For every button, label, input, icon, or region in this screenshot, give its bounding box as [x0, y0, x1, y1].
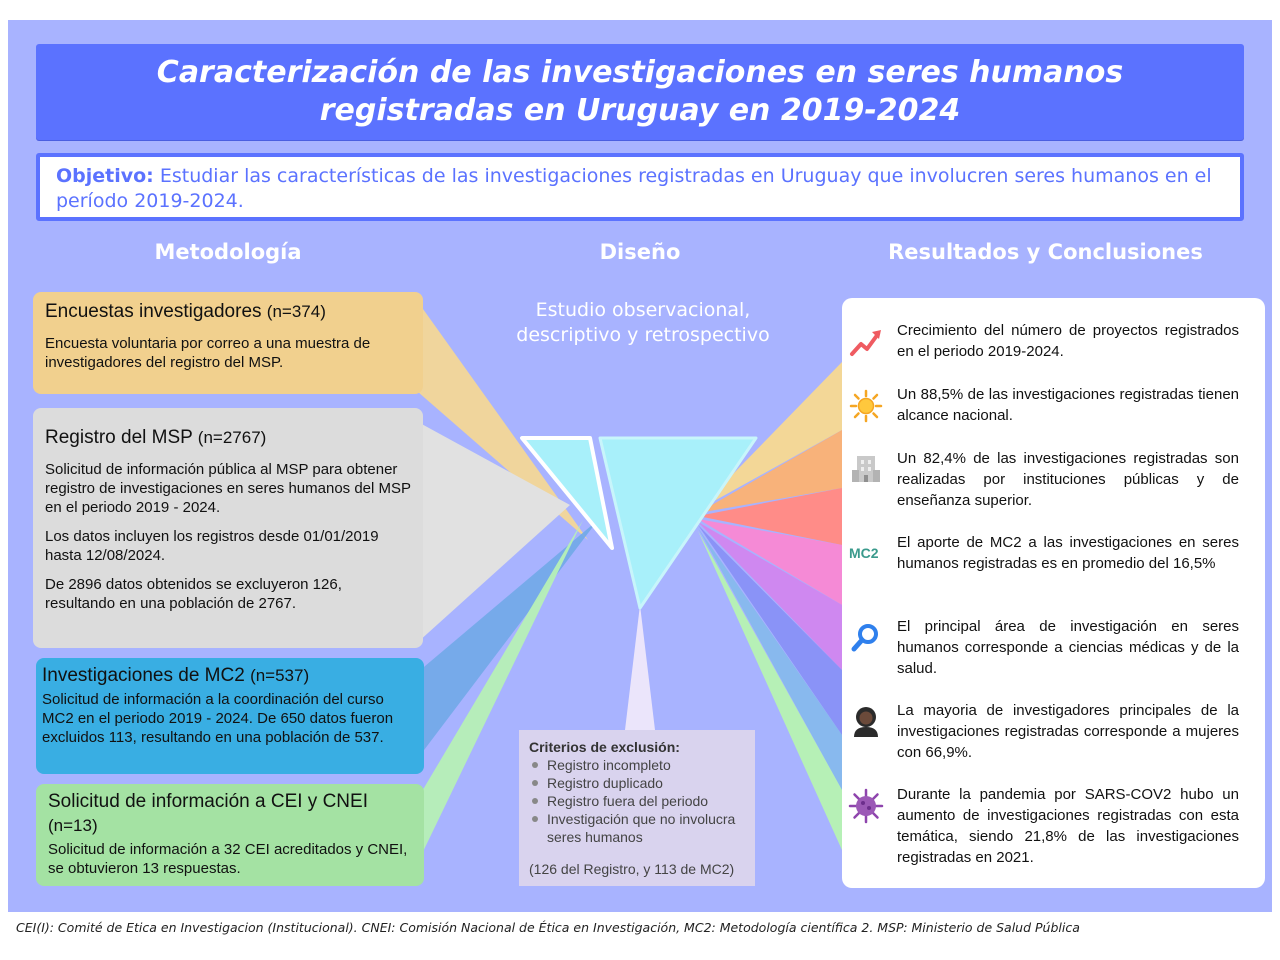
page-title	[36, 44, 1244, 140]
card-survey	[33, 292, 423, 394]
building-icon	[848, 450, 884, 486]
objective-box	[36, 153, 1244, 221]
exclusion-box	[519, 730, 755, 886]
card-survey-n: (n=374)	[266, 302, 326, 321]
card-mc2	[36, 658, 424, 774]
card-mc2-text: Solicitud de información a la coordinación del curso MC2 en el periodo 2019 - 2024. De 650 datos fueron excluidos 113, resultando en una población de 537.	[42, 691, 394, 746]
result-text: Un 88,5% de las investigaciones registradas tienen alcance nacional.	[897, 386, 1239, 424]
beam-down	[625, 605, 655, 730]
card-registry-title-text: Registro del MSP	[45, 427, 193, 448]
exclusion-item: Registro duplicado	[529, 774, 745, 792]
title-line-1: Caracterización de las investigaciones en seres humanos	[156, 55, 1124, 90]
card-registry	[33, 408, 423, 648]
exclusion-footer: (126 del Registro, y 113 de MC2)	[529, 861, 735, 877]
card-cei	[36, 784, 424, 886]
mc2-logo-text: MC2	[849, 545, 879, 561]
mc2-logo-icon	[848, 534, 884, 570]
virus-icon	[848, 788, 884, 824]
card-registry-p1: Solicitud de información pública al MSP para obtener registro de investigaciones en seres humanos del MSP en el periodo 2019 - 2024.	[45, 461, 411, 516]
card-registry-p2: Los datos incluyen los registros desde 01/01/2019 hasta 12/08/2024.	[45, 528, 379, 564]
exclusion-item: Registro fuera del periodo	[529, 792, 745, 810]
exclusion-title: Criterios de exclusión:	[529, 739, 680, 755]
card-registry-title	[45, 426, 411, 450]
result-text: Crecimiento del número de proyectos registrados en el periodo 2019-2024.	[897, 322, 1239, 360]
card-cei-n: (n=13)	[48, 816, 98, 835]
card-registry-p3: De 2896 datos obtenidos se excluyeron 126, resultando en una población de 2767.	[45, 576, 342, 612]
design-description: Estudio observacional, descriptivo y retrospectivo	[516, 299, 770, 346]
magnifier-icon	[848, 620, 884, 656]
result-text: La mayoria de investigadores principales de la investigaciones registradas corresponde a mujeres con 66,9%.	[897, 702, 1239, 761]
heading-methodology: Metodología	[154, 240, 302, 264]
results-panel	[842, 298, 1265, 888]
sun-icon	[848, 388, 884, 424]
card-mc2-n: (n=537)	[250, 666, 310, 685]
woman-icon	[848, 704, 884, 740]
card-survey-text: Encuesta voluntaria por correo a una muestra de investigadores del registro del MSP.	[45, 335, 371, 371]
result-text: Durante la pandemia por SARS-COV2 hubo un aumento de investigaciones registradas con esta temática, siendo 21,8% de las investigaciones registradas en 2021.	[897, 786, 1239, 866]
exclusion-item: Registro incompleto	[529, 756, 745, 774]
card-registry-n: (n=2767)	[197, 428, 267, 447]
heading-design: Diseño	[599, 240, 681, 264]
objective-text: Estudiar las características de las investigaciones registradas en Uruguay que involucren seres humanos en el período 2019-2024.	[56, 165, 1212, 212]
exclusion-item: Investigación que no involucra seres humanos	[529, 810, 745, 846]
poster	[8, 20, 1272, 912]
result-text: Un 82,4% de las investigaciones registradas son realizadas por instituciones públicas y de enseñanza superior.	[897, 450, 1239, 509]
card-survey-title	[45, 300, 411, 324]
card-survey-title-text: Encuestas investigadores	[45, 301, 262, 322]
heading-results: Resultados y Conclusiones	[888, 240, 1203, 264]
card-cei-title	[48, 790, 412, 838]
card-mc2-title	[42, 664, 418, 688]
objective-label: Objetivo:	[56, 165, 154, 187]
exclusion-list	[529, 756, 745, 846]
footnote: CEI(I): Comité de Etica en Investigacion (Institucional). CNEI: Comisión Nacional de Ética en Investigación, MC2: Metodología científica 2. MSP: Ministerio de Salud Pública	[16, 920, 1080, 935]
title-line-2: registradas en Uruguay en 2019-2024	[319, 93, 961, 128]
card-cei-title-text: Solicitud de información a CEI y CNEI	[48, 791, 368, 812]
result-text: El aporte de MC2 a las investigaciones en seres humanos registradas es en promedio del 16,5%	[897, 534, 1239, 572]
card-cei-text: Solicitud de información a 32 CEI acreditados y CNEI, se obtuvieron 13 respuestas.	[48, 841, 408, 877]
result-text: El principal área de investigación en seres humanos corresponde a ciencias médicas y de la salud.	[897, 618, 1239, 677]
trending-up-icon	[848, 324, 884, 360]
card-mc2-title-text: Investigaciones de MC2	[42, 665, 245, 686]
